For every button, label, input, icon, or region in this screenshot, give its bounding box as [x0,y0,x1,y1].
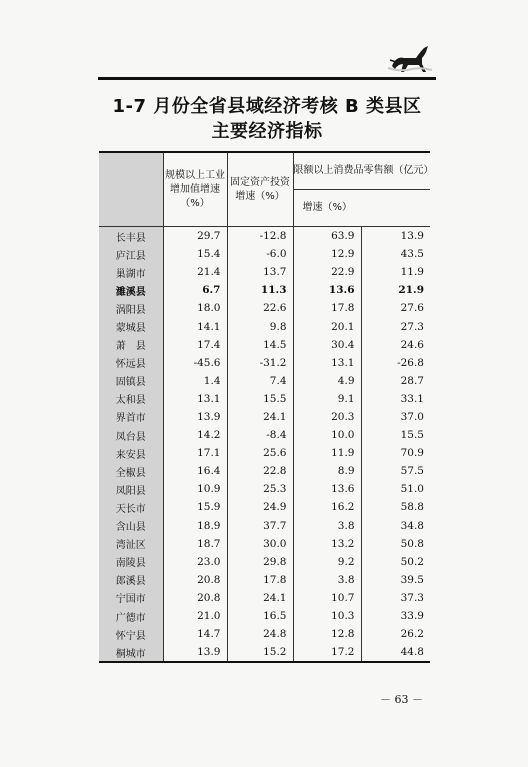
table-row [99,517,430,535]
table-row [99,480,430,498]
retail-growth-cell: 27.3 [361,317,430,335]
retail-growth-cell: 51.0 [361,480,430,498]
investment-cell: 15.2 [227,643,293,662]
table-row [99,354,430,372]
county-name-cell: 南陵县 [99,553,163,571]
retail-cell: 13.1 [293,354,361,372]
county-name-cell: 全椒县 [99,462,163,480]
investment-cell: 30.0 [227,535,293,553]
investment-cell: 15.5 [227,390,293,408]
industry-cell: 13.9 [163,408,227,426]
retail-growth-cell: 33.9 [361,607,430,625]
retail-cell: 13.6 [293,281,361,299]
retail-cell: 17.2 [293,643,361,662]
retail-growth-cell: 34.8 [361,517,430,535]
retail-cell: 3.8 [293,517,361,535]
county-name-cell: 庐江县 [99,245,163,263]
retail-cell: 4.9 [293,372,361,390]
col-header-retail-growth: 增速（%） [293,190,361,227]
indicator-table [99,151,434,663]
county-name-cell: 长丰县 [99,227,163,246]
investment-cell: 11.3 [227,281,293,299]
industry-cell: 18.9 [163,517,227,535]
county-name-cell: 湾沚区 [99,535,163,553]
retail-cell: 30.4 [293,336,361,354]
county-name-cell: 广德市 [99,607,163,625]
industry-cell: 17.1 [163,444,227,462]
retail-growth-cell: 50.8 [361,535,430,553]
retail-growth-cell: 27.6 [361,299,430,317]
retail-cell: 10.0 [293,426,361,444]
investment-cell: 13.7 [227,263,293,281]
county-name-cell: 固镇县 [99,372,163,390]
retail-cell: 16.2 [293,498,361,516]
horse-logo-icon [386,42,434,76]
retail-growth-cell: 50.2 [361,553,430,571]
investment-cell: -12.8 [227,227,293,246]
county-name-cell: 界首市 [99,408,163,426]
industry-cell: 14.2 [163,426,227,444]
retail-cell: 8.9 [293,462,361,480]
retail-growth-cell: 24.6 [361,336,430,354]
retail-cell: 63.9 [293,227,361,246]
table-row [99,263,430,281]
retail-cell: 10.7 [293,589,361,607]
county-name-cell: 涡阳县 [99,299,163,317]
table-row [99,553,430,571]
industry-cell: -45.6 [163,354,227,372]
retail-growth-cell: 13.9 [361,227,430,246]
table-title-line1: 1-7 月份全省县域经济考核 B 类县区 [112,96,422,117]
table-row [99,607,430,625]
county-name-cell: 含山县 [99,517,163,535]
table-row [99,535,430,553]
county-name-cell: 怀远县 [99,354,163,372]
retail-growth-cell: 57.5 [361,462,430,480]
retail-growth-cell: 43.5 [361,245,430,263]
retail-cell: 9.2 [293,553,361,571]
industry-cell: 14.1 [163,317,227,335]
table-row [99,336,430,354]
investment-cell: 24.1 [227,408,293,426]
retail-cell: 12.8 [293,625,361,643]
table-row [99,498,430,516]
retail-cell: 20.1 [293,317,361,335]
table-row [99,643,430,662]
investment-cell: -31.2 [227,354,293,372]
col-header-industry: 规模以上工业增加值增速（%） [163,152,227,227]
industry-cell: 29.7 [163,227,227,246]
table-row [99,317,430,335]
investment-cell: 22.8 [227,462,293,480]
table-row [99,408,430,426]
retail-growth-cell: 37.3 [361,589,430,607]
table-row [99,625,430,643]
county-name-cell: 蒙城县 [99,317,163,335]
industry-cell: 18.7 [163,535,227,553]
retail-growth-cell: 33.1 [361,390,430,408]
retail-cell: 17.8 [293,299,361,317]
county-name-cell: 濉溪县 [99,281,163,299]
header-rule [98,77,436,80]
retail-growth-cell: 39.5 [361,571,430,589]
retail-cell: 22.9 [293,263,361,281]
industry-cell: 14.7 [163,625,227,643]
investment-cell: -6.0 [227,245,293,263]
table-row [99,299,430,317]
industry-cell: 15.9 [163,498,227,516]
investment-cell: 24.9 [227,498,293,516]
county-name-cell: 怀宁县 [99,625,163,643]
retail-growth-cell: 58.8 [361,498,430,516]
investment-cell: 29.8 [227,553,293,571]
investment-cell: 9.8 [227,317,293,335]
industry-cell: 15.4 [163,245,227,263]
retail-cell: 13.6 [293,480,361,498]
industry-cell: 20.8 [163,571,227,589]
table-title-line2: 主要经济指标 [211,121,323,142]
industry-cell: 13.9 [163,643,227,662]
county-name-cell: 凤阳县 [99,480,163,498]
retail-cell: 12.9 [293,245,361,263]
industry-cell: 17.4 [163,336,227,354]
table-row [99,245,430,263]
page-number: － 63 － [380,693,423,706]
retail-cell: 13.2 [293,535,361,553]
county-name-cell: 来安县 [99,444,163,462]
table-row [99,444,430,462]
table-row [99,372,430,390]
table-body [99,227,430,663]
industry-cell: 13.1 [163,390,227,408]
retail-cell: 20.3 [293,408,361,426]
table-row [99,227,430,246]
industry-cell: 10.9 [163,480,227,498]
table-row [99,589,430,607]
industry-cell: 1.4 [163,372,227,390]
stub-header [99,152,163,227]
retail-cell: 11.9 [293,444,361,462]
investment-cell: 17.8 [227,571,293,589]
county-name-cell: 太和县 [99,390,163,408]
retail-growth-cell: 15.5 [361,426,430,444]
investment-cell: 25.3 [227,480,293,498]
county-name-cell: 萧 县 [99,336,163,354]
table-row [99,571,430,589]
industry-cell: 18.0 [163,299,227,317]
investment-cell: -8.4 [227,426,293,444]
industry-cell: 6.7 [163,281,227,299]
industry-cell: 21.0 [163,607,227,625]
investment-cell: 16.5 [227,607,293,625]
retail-growth-cell: 26.2 [361,625,430,643]
industry-cell: 21.4 [163,263,227,281]
county-name-cell: 天长市 [99,498,163,516]
table-row [99,462,430,480]
retail-growth-cell: 28.7 [361,372,430,390]
industry-cell: 20.8 [163,589,227,607]
county-name-cell: 凤台县 [99,426,163,444]
table-row [99,390,430,408]
investment-cell: 7.4 [227,372,293,390]
retail-growth-cell: 44.8 [361,643,430,662]
retail-growth-cell: 21.9 [361,281,430,299]
investment-cell: 25.6 [227,444,293,462]
retail-growth-cell: -26.8 [361,354,430,372]
county-name-cell: 郎溪县 [99,571,163,589]
col-header-investment: 固定资产投资增速（%） [227,152,293,227]
retail-growth-cell: 37.0 [361,408,430,426]
col-header-retail: 限额以上消费品零售额（亿元） [293,152,430,190]
investment-cell: 37.7 [227,517,293,535]
investment-cell: 24.1 [227,589,293,607]
investment-cell: 14.5 [227,336,293,354]
county-name-cell: 桐城市 [99,643,163,662]
table-row [99,281,430,299]
investment-cell: 22.6 [227,299,293,317]
retail-cell: 10.3 [293,607,361,625]
retail-cell: 9.1 [293,390,361,408]
county-name-cell: 宁国市 [99,589,163,607]
investment-cell: 24.8 [227,625,293,643]
retail-growth-cell: 11.9 [361,263,430,281]
retail-cell: 3.8 [293,571,361,589]
county-name-cell: 巢湖市 [99,263,163,281]
industry-cell: 23.0 [163,553,227,571]
industry-cell: 16.4 [163,462,227,480]
table-row [99,426,430,444]
retail-growth-cell: 70.9 [361,444,430,462]
